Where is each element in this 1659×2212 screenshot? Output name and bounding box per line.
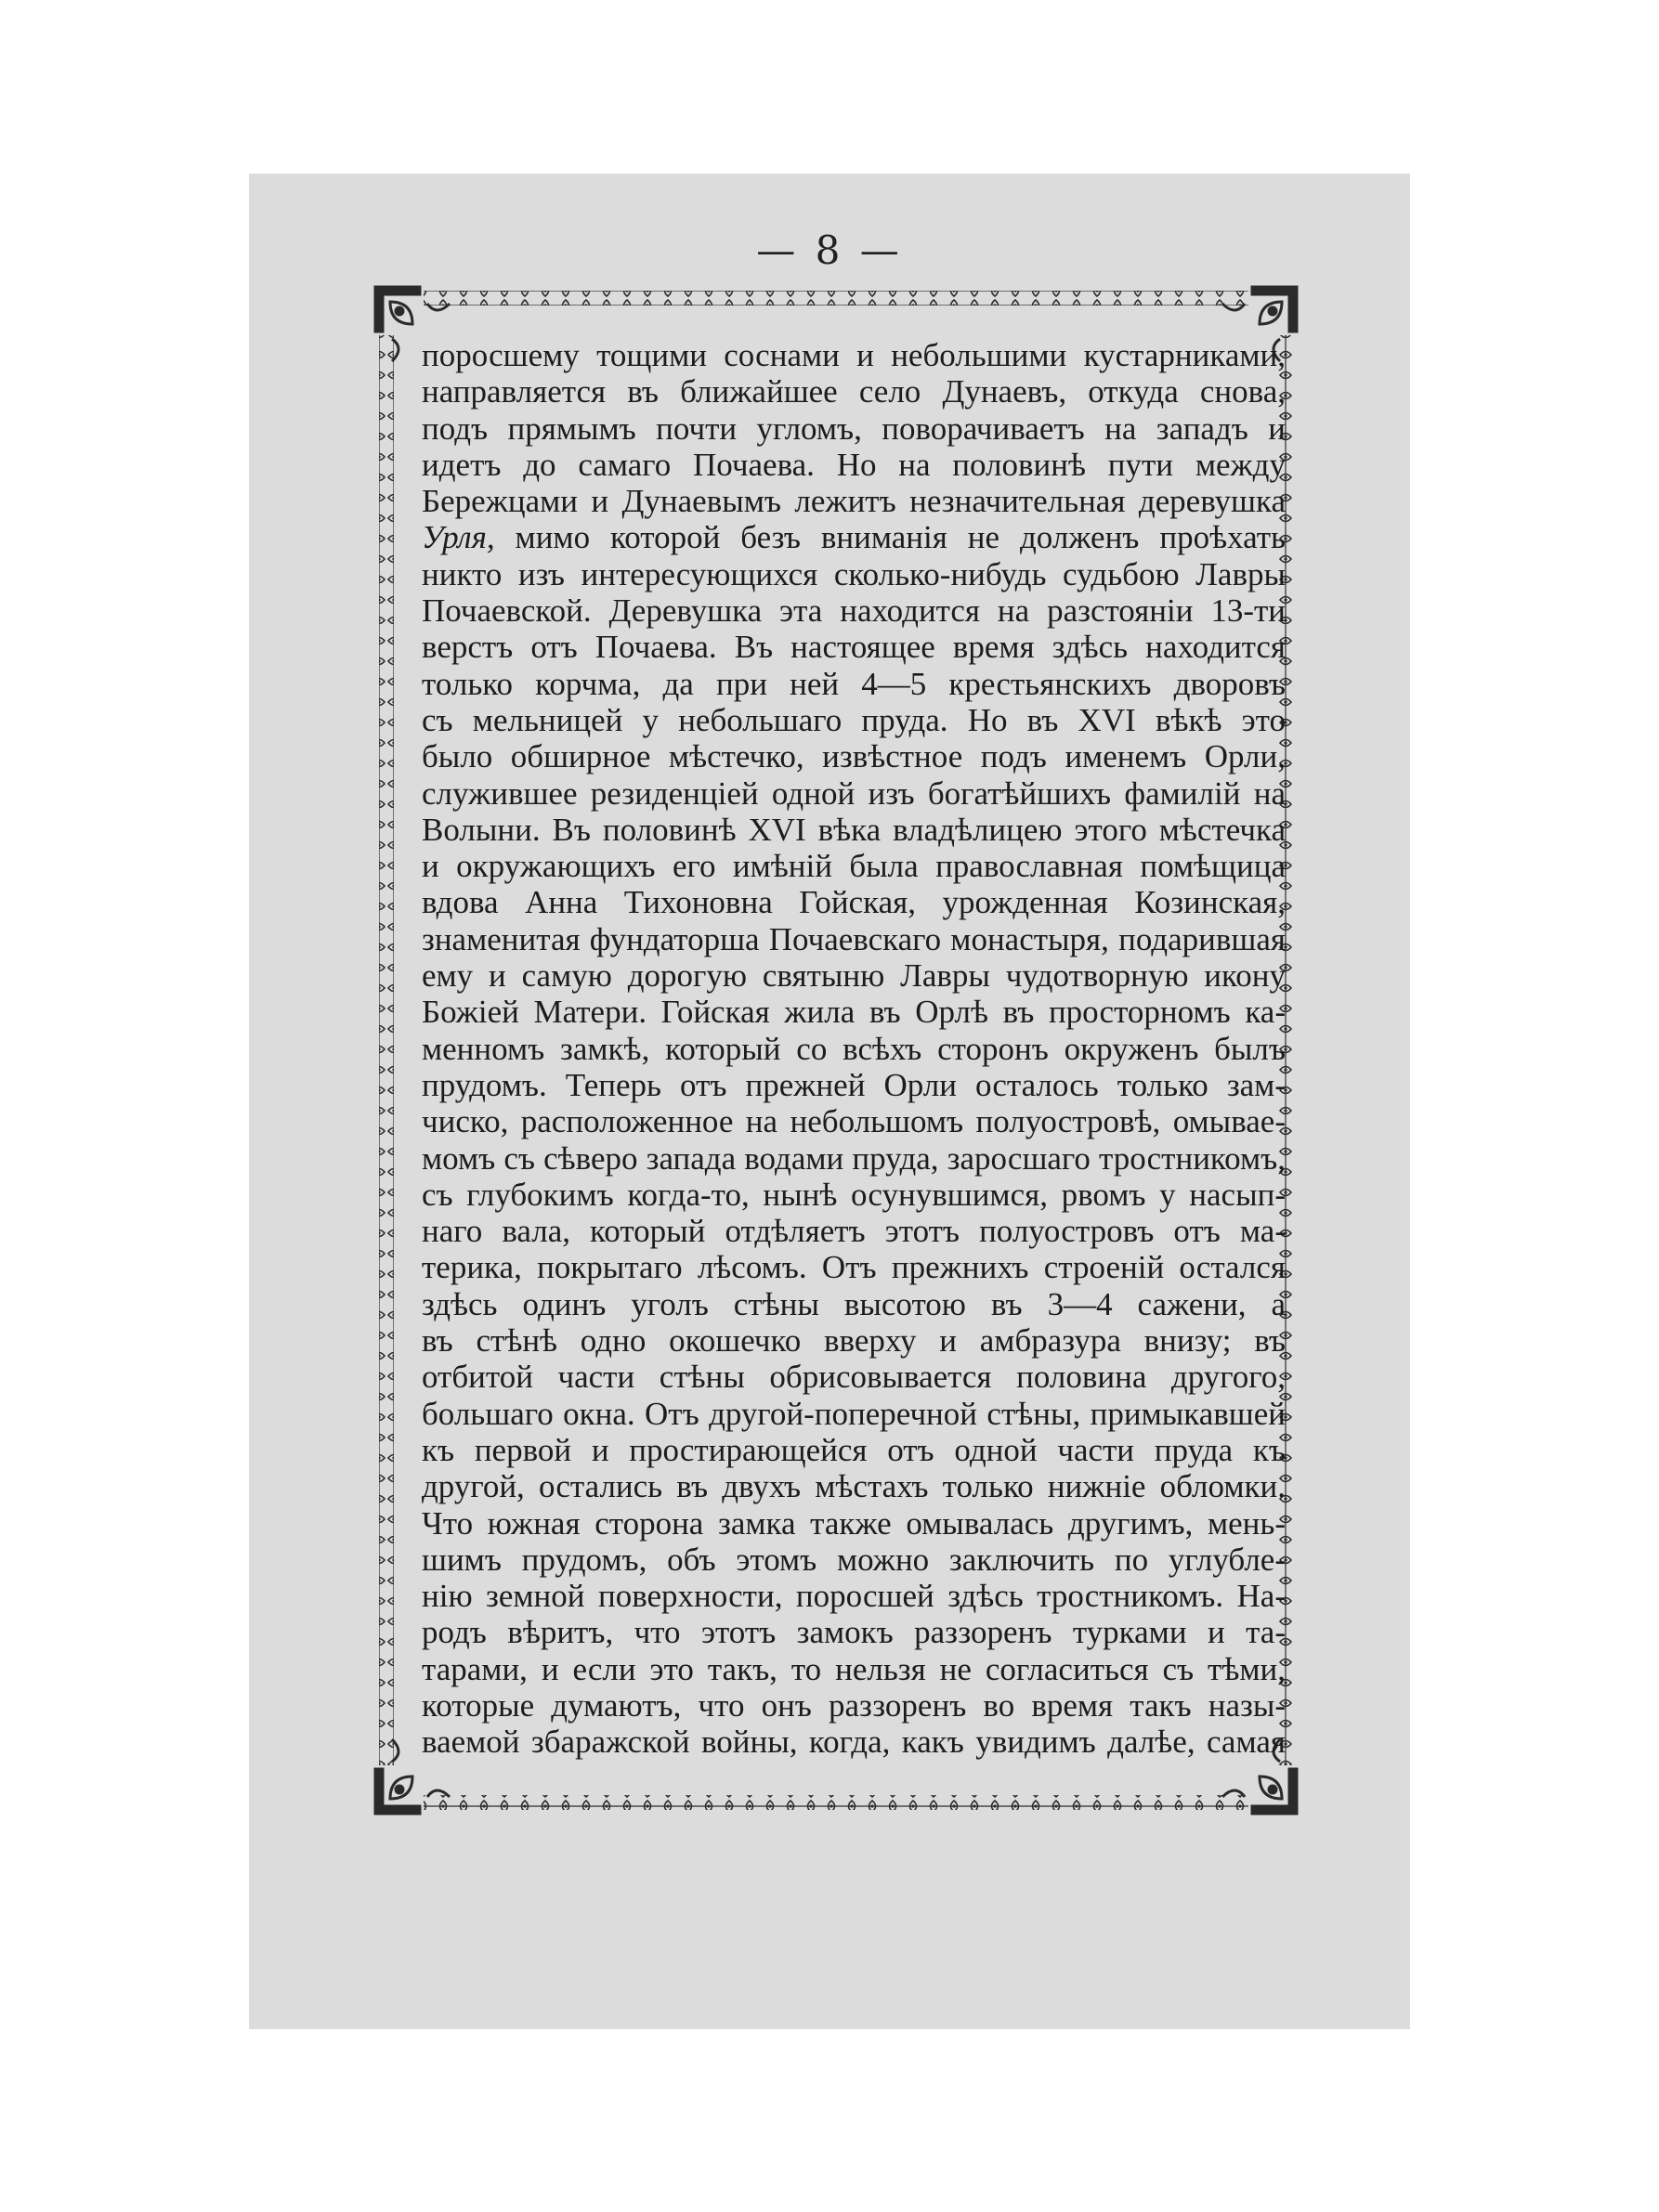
text-line: подъ прямымъ почти угломъ, поворачиваетъ на западъ и [422, 410, 1286, 447]
text-line: въ стѣнѣ одно окошечко вверху и амбразура внизу; въ [422, 1322, 1286, 1360]
text-line: только корчма, да при ней 4—5 крестьянскихъ дворовъ [422, 665, 1286, 702]
text-line: терика, покрытаго лѣсомъ. Отъ прежнихъ строеній остался [422, 1249, 1286, 1286]
text-line: другой, остались въ двухъ мѣстахъ только нижніе обломки. [422, 1468, 1286, 1505]
text-line: Волыни. Въ половинѣ XVI вѣка владѣлицею этого мѣстечка [422, 811, 1286, 848]
text-line: Почаевской. Деревушка эта находится на разстояніи 13-ти [422, 592, 1286, 630]
body-text [422, 337, 1286, 1767]
text-line: направляется въ ближайшее село Дунаевъ, откуда снова, [422, 373, 1286, 410]
text-line: никто изъ интересующихся сколько-нибудь судьбою Лавры [422, 555, 1286, 592]
text-line: Урля, мимо которой безъ вниманія не долженъ проѣхать [422, 519, 1286, 556]
text-line: ему и самую дорогую святыню Лавры чудотворную икону [422, 957, 1286, 995]
text-line: служившее резиденціей одной изъ богатѣйшихъ фамилій на [422, 774, 1286, 812]
text-line: Божіей Матери. Гойская жила въ Орлѣ въ просторномъ ка- [422, 994, 1286, 1031]
text-line: большаго окна. Отъ другой-поперечной стѣны, примыкавшей [422, 1395, 1286, 1432]
text-line: шимъ прудомъ, объ этомъ можно заключить по углубле- [422, 1541, 1286, 1578]
text-line: здѣсь одинъ уголъ стѣны высотою въ 3—4 сажени, а [422, 1285, 1286, 1322]
text-line: ваемой збаражской войны, когда, какъ увидимъ далѣе, самая [422, 1724, 1286, 1761]
text-line: верстъ отъ Почаева. Въ настоящее время здѣсь находится [422, 629, 1286, 666]
bottom-border-band [424, 1795, 1248, 1810]
text-line: родъ вѣритъ, что этотъ замокъ раззоренъ турками и та- [422, 1614, 1286, 1651]
scanned-page [249, 174, 1410, 2029]
text-line: отбитой части стѣны обрисовывается половина другого, [422, 1359, 1286, 1396]
text-line: Что южная сторона замка также омывалась другимъ, мень- [422, 1504, 1286, 1542]
ornamental-frame [372, 283, 1300, 1817]
text-line: съ глубокимъ когда-то, нынѣ осунувшимся, рвомъ у насып- [422, 1176, 1286, 1213]
top-border-band [424, 291, 1248, 306]
text-line: наго вала, который отдѣляетъ этотъ полуостровъ отъ ма- [422, 1213, 1286, 1250]
text-line: Берeжцами и Дунаевымъ лежитъ незначительная деревушка [422, 483, 1286, 520]
text-line: тарами, и если это такъ, то нельзя не согласиться съ тѣми, [422, 1650, 1286, 1687]
text-line: прудомъ. Теперь отъ прежней Орли осталось только зам- [422, 1066, 1286, 1103]
text-line: поросшему тощими соснами и небольшими кустарниками, [422, 337, 1286, 373]
page-number: — 8 — [756, 228, 903, 273]
text-line: было обширное мѣстечко, извѣстное подъ именемъ Орли, [422, 738, 1286, 775]
text-line: и окружающихъ его имѣній была православная помѣщица [422, 848, 1286, 885]
text-line: нію земной поверхности, поросшей здѣсь тростникомъ. На- [422, 1578, 1286, 1615]
left-border-band [379, 335, 394, 1765]
text-line: съ мельницей у небольшаго пруда. Но въ XVI вѣкѣ это [422, 701, 1286, 738]
text-line: чиско, расположенное на небольшомъ полуостровѣ, омывае- [422, 1103, 1286, 1140]
text-line: вдова Анна Тихоновна Гойская, урожденная Козинская, [422, 884, 1286, 921]
text-line: къ первой и простирающейся отъ одной части пруда къ [422, 1431, 1286, 1468]
text-line: момъ съ сѣверо запада водами пруда, заросшаго тростникомъ, [422, 1139, 1286, 1177]
text-line: знаменитая фундаторша Почаевскаго монастыря, подарившая [422, 920, 1286, 957]
text-line: идетъ до самаго Почаева. Но на половинѣ пути между [422, 446, 1286, 483]
italic-place-name: Урля, [422, 519, 495, 556]
text-line: которые думаютъ, что онъ раззоренъ во время такъ назы- [422, 1686, 1286, 1724]
text-line: менномъ замкѣ, который со всѣхъ сторонъ окруженъ былъ [422, 1030, 1286, 1067]
